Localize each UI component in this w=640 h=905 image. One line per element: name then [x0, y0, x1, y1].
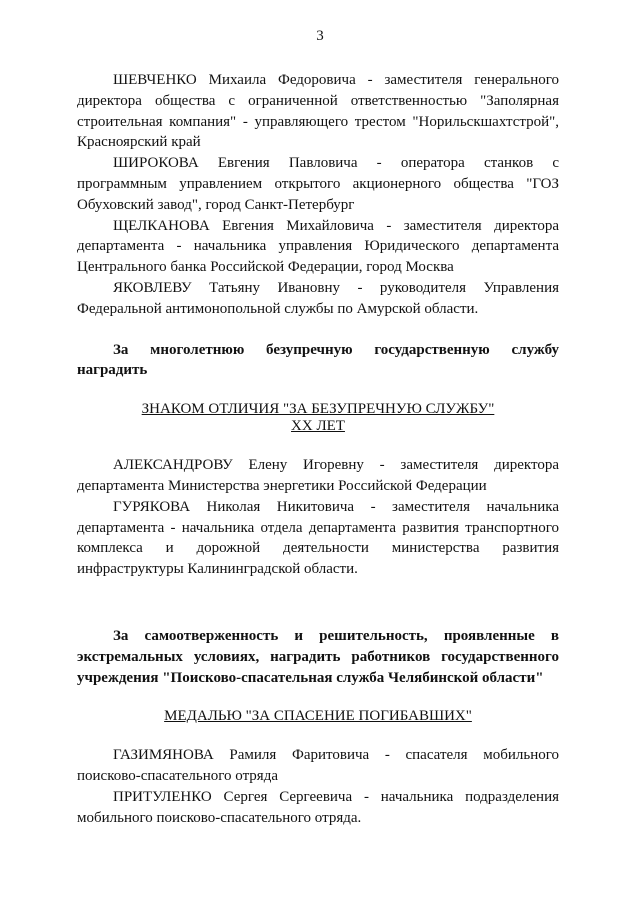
award-entry-guryakov: ГУРЯКОВА Николая Никитовича - заместителя начальника департамента - начальника отдела департамента развития транспортного комплекса и дорожной деятельности министерства развития инфраструктуры Калининградской области.	[77, 498, 559, 578]
award-entry-pritulenko: ПРИТУЛЕНКО Сергея Сергеевича - начальника подразделения мобильного поисково-спасательного отряда.	[77, 788, 559, 826]
award-entry-gazimyanov: ГАЗИМЯНОВА Рамиля Фаритовича - спасателя мобильного поисково-спасательного отряда	[77, 747, 559, 785]
document-body	[77, 70, 559, 829]
award-entry-shevchenko: ШЕВЧЕНКО Михаила Федоровича - заместителя генерального директора общества с ограниченной ответственностью "Заполярная строительная компания" - управляющего трестом "Норильскшахтстрой", Красноярский край	[77, 72, 559, 151]
decree-rescue: За самоотверженность и решительность, проявленные в экстремальных условиях, наградить работников государственного учреждения "Поисково-спасательная служба Челябинской области"	[77, 627, 559, 686]
award-entry-aleksandrova: АЛЕКСАНДРОВУ Елену Игоревну - заместителя директора департамента Министерства энергетики Российской Федерации	[77, 457, 559, 494]
award-entry-shirokov: ШИРОКОВА Евгения Павловича - оператора станков с программным управлением открытого акционерного общества "ГОЗ Обуховский завод", город Санкт-Петербург	[77, 155, 559, 213]
award-title-years: XX ЛЕТ	[291, 418, 345, 435]
page-number: 3	[316, 28, 324, 44]
award-title-medal: МЕДАЛЬЮ "ЗА СПАСЕНИЕ ПОГИБАВШИХ"	[164, 708, 472, 725]
decree-long-service: За многолетнюю безупречную государственную службу наградить	[77, 341, 559, 379]
award-entry-shchelkanov: ЩЕЛКАНОВА Евгения Михайловича - заместителя директора департамента - начальника управления Юридического департамента Центрального банка Российской Федерации, город Москва	[77, 217, 559, 276]
award-title-distinction: ЗНАКОМ ОТЛИЧИЯ "ЗА БЕЗУПРЕЧНУЮ СЛУЖБУ"	[141, 401, 495, 418]
award-entry-yakovleva: ЯКОВЛЕВУ Татьяну Ивановну - руководителя Управления Федеральной антимонопольной службы по Амурской области.	[77, 279, 559, 317]
